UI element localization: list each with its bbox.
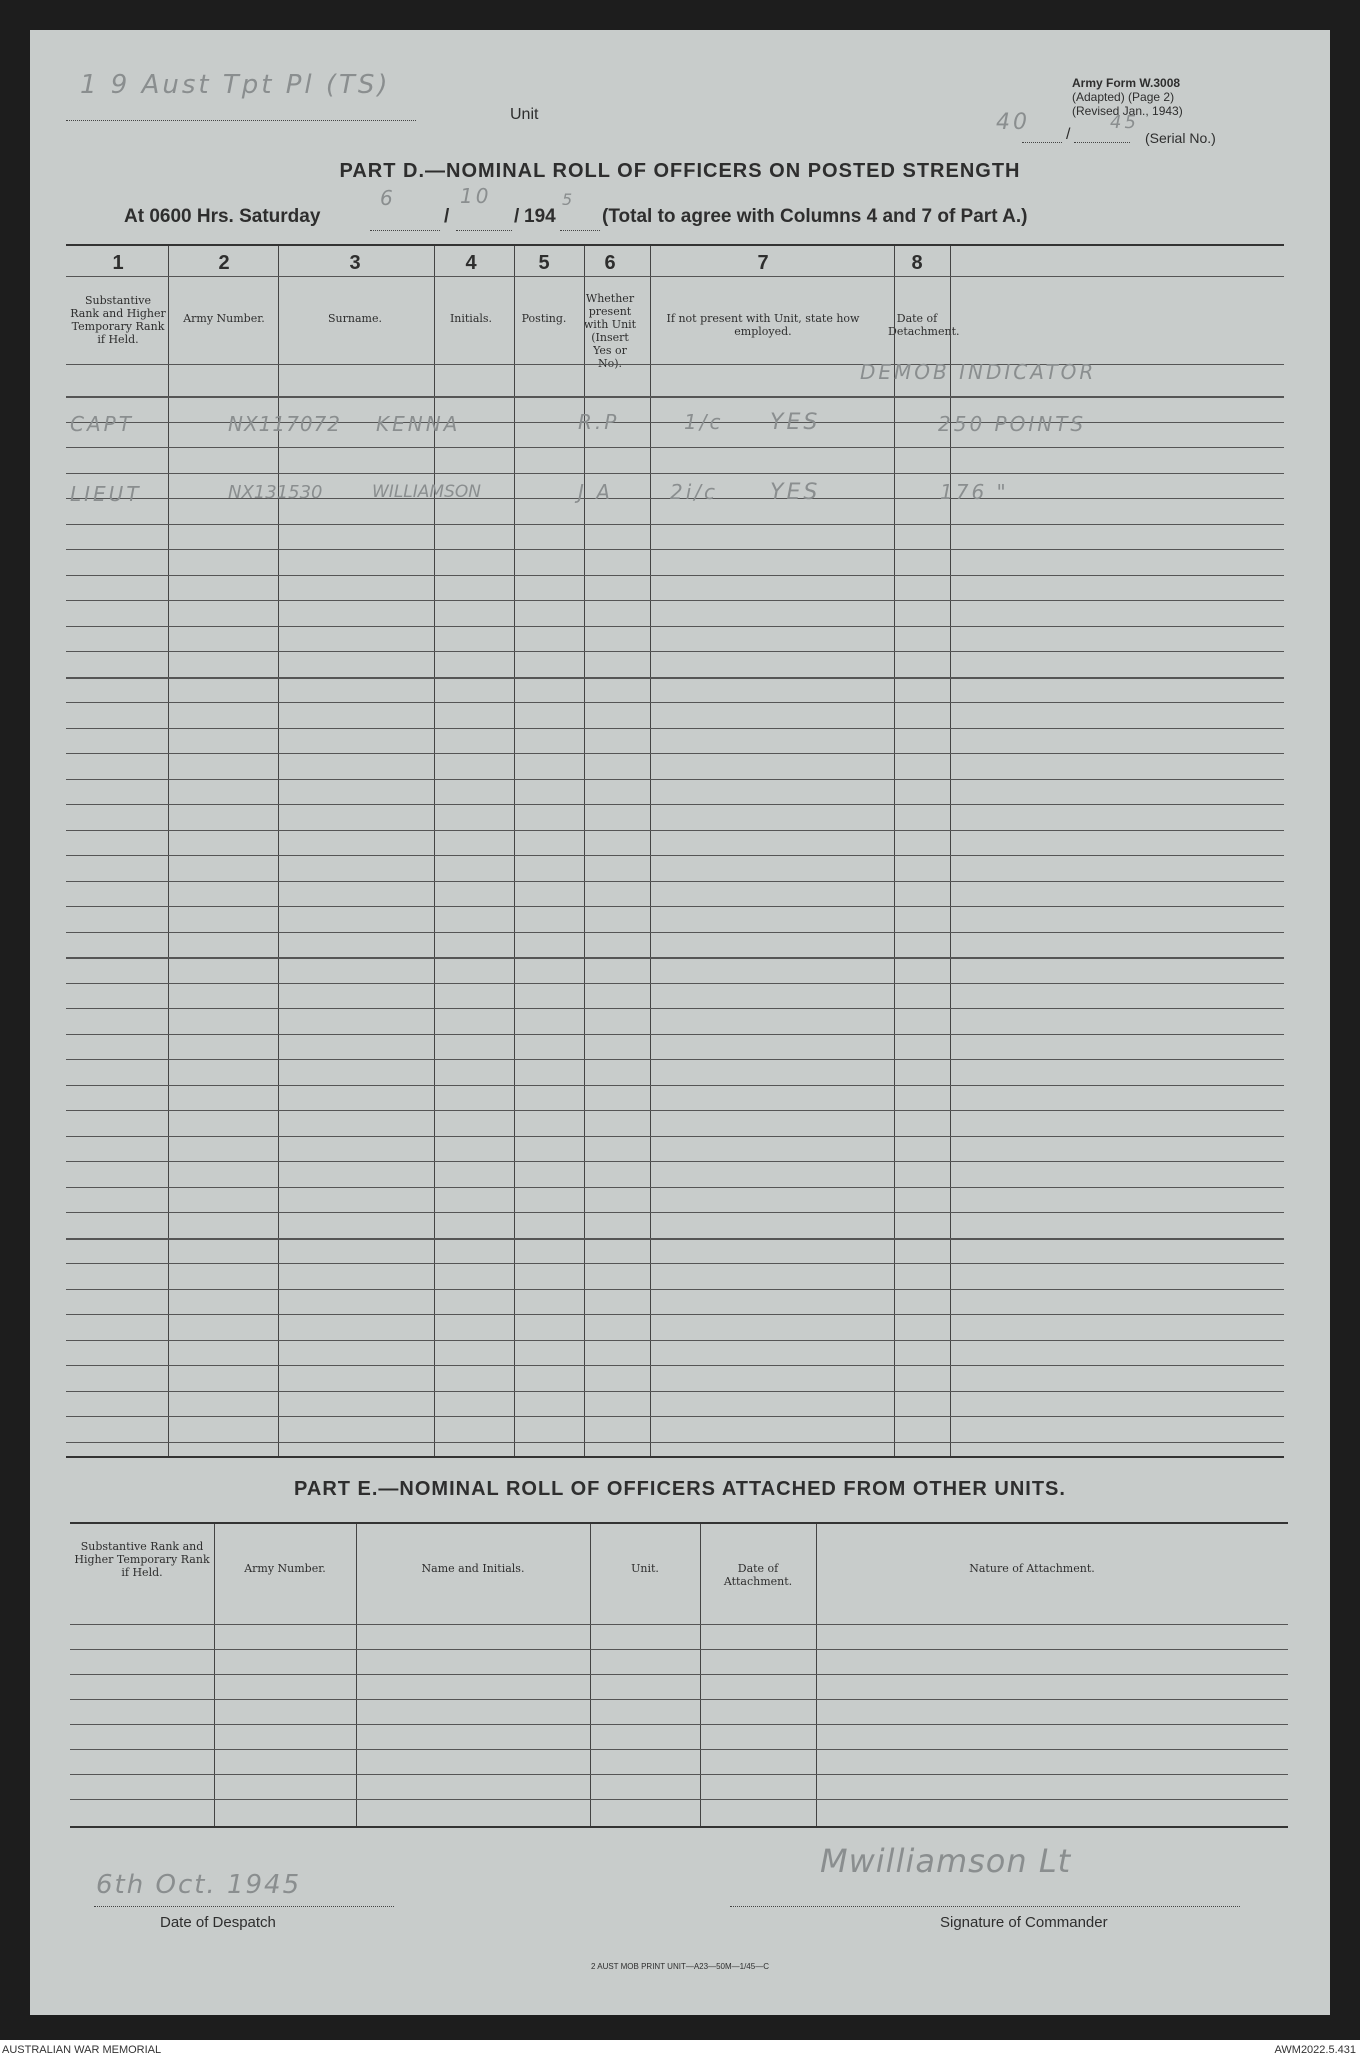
row-rule [70,1799,1288,1800]
column-divider [214,1524,215,1826]
archive-footer [0,2040,1360,2061]
employed-cell: 250 POINTS [938,412,1087,436]
signature-label: Signature of Commander [940,1914,1108,1931]
despatch-label: Date of Despatch [160,1914,276,1931]
column-divider [816,1524,817,1826]
column-header: Initials. [449,312,493,325]
signature-underline [730,1906,1240,1907]
employed-cell: 176 " [940,480,1009,504]
posting-cell: 1/c [684,410,724,434]
part-e-table [30,30,1330,1930]
column-header: Whether present with Unit (Insert Yes or No). [583,292,637,370]
serial-slash: / [1066,126,1071,143]
form-revised: (Revised Jan., 1943) [1072,104,1183,118]
column-number: 6 [604,252,616,274]
at-time-label: At 0600 Hrs. Saturday [124,206,321,227]
row-rule [70,1699,1288,1700]
month-value: 10 [460,184,492,208]
column-divider [700,1524,701,1826]
serial-b: 45 [1110,112,1139,133]
day-value: 6 [380,186,396,210]
column-header: Army Number. [244,1562,326,1575]
row-rule [70,1774,1288,1775]
column-divider [590,1524,591,1826]
year-digit: 5 [562,190,576,209]
column-header: Unit. [631,1562,659,1575]
archive-name: AUSTRALIAN WAR MEMORIAL [2,2044,162,2056]
column-header: Army Number. [183,312,265,325]
column-number: 1 [112,252,124,274]
slash-1: / [444,206,450,227]
initials-cell: R.P [578,410,620,434]
army-number-cell: NX131530 [228,482,323,503]
column-number: 4 [465,252,477,274]
form-adapted: (Adapted) (Page 2) [1072,90,1175,104]
column-header: Date of Detachment. [888,312,960,338]
serial-a: 40 [996,110,1030,135]
column-header: Surname. [328,312,382,325]
commander-signature: Mwilliamson Lt [820,1842,1072,1880]
surname-cell: KENNA [376,412,461,436]
part-d-title: PART D.—NOMINAL ROLL OF OFFICERS ON POSTED STRENGTH [339,160,1021,182]
rank-cell: CAPT [70,412,134,436]
column-divider [356,1524,357,1826]
present-cell: YES [770,480,821,505]
column-header: Nature of Attachment. [969,1562,1095,1575]
surname-cell: WILLIAMSON [372,482,481,502]
row-rule [70,1624,1288,1625]
rank-cell: LIEUT [70,482,142,506]
form-reference: Army Form W.3008 [1072,76,1181,90]
row-rule [70,1749,1288,1750]
row-rule [70,1724,1288,1725]
column-header: Name and Initials. [421,1562,525,1575]
archive-id: AWM2022.5.431 [1274,2044,1356,2056]
total-note: (Total to agree with Columns 4 and 7 of Part A.) [602,206,1028,227]
demob-indicator-note: DEMOB INDICATOR [860,360,1097,384]
part-e-bottom-rule [70,1826,1288,1828]
column-number: 5 [538,252,550,274]
row-rule [70,1649,1288,1650]
army-number-cell: NX117072 [228,412,342,436]
column-header: Substantive Rank and Higher Temporary Rank if Held. [70,294,166,346]
unit-label: Unit [510,106,539,123]
part-e-top-rule [70,1522,1288,1524]
row-rule [70,1674,1288,1675]
printer-note: 2 AUST MOB PRINT UNIT—A23—50M—1/45—C [591,1962,769,1971]
initials-cell: J A [578,480,613,504]
column-number: 7 [757,252,769,274]
unit-value: 1 9 Aust Tpt Pl (TS) [80,70,391,100]
year-prefix: 194 [524,206,556,227]
present-cell: YES [770,410,821,435]
column-header: If not present with Unit, state how employed. [666,312,860,338]
column-header: Posting. [521,312,567,325]
despatch-date-value: 6th Oct. 1945 [96,1870,302,1900]
despatch-underline [94,1906,394,1907]
column-header: Date of Attachment. [723,1562,793,1588]
form-page [30,30,1330,2015]
column-number: 3 [349,252,361,274]
column-number: 2 [218,252,230,274]
serial-label: (Serial No.) [1145,130,1216,146]
part-e-title: PART E.—NOMINAL ROLL OF OFFICERS ATTACHED FROM OTHER UNITS. [294,1478,1066,1500]
slash-2: / [514,206,520,227]
column-number: 8 [911,252,923,274]
column-header: Substantive Rank and Higher Temporary Rank if Held. [74,1540,210,1579]
posting-cell: 2i/c [670,480,719,504]
